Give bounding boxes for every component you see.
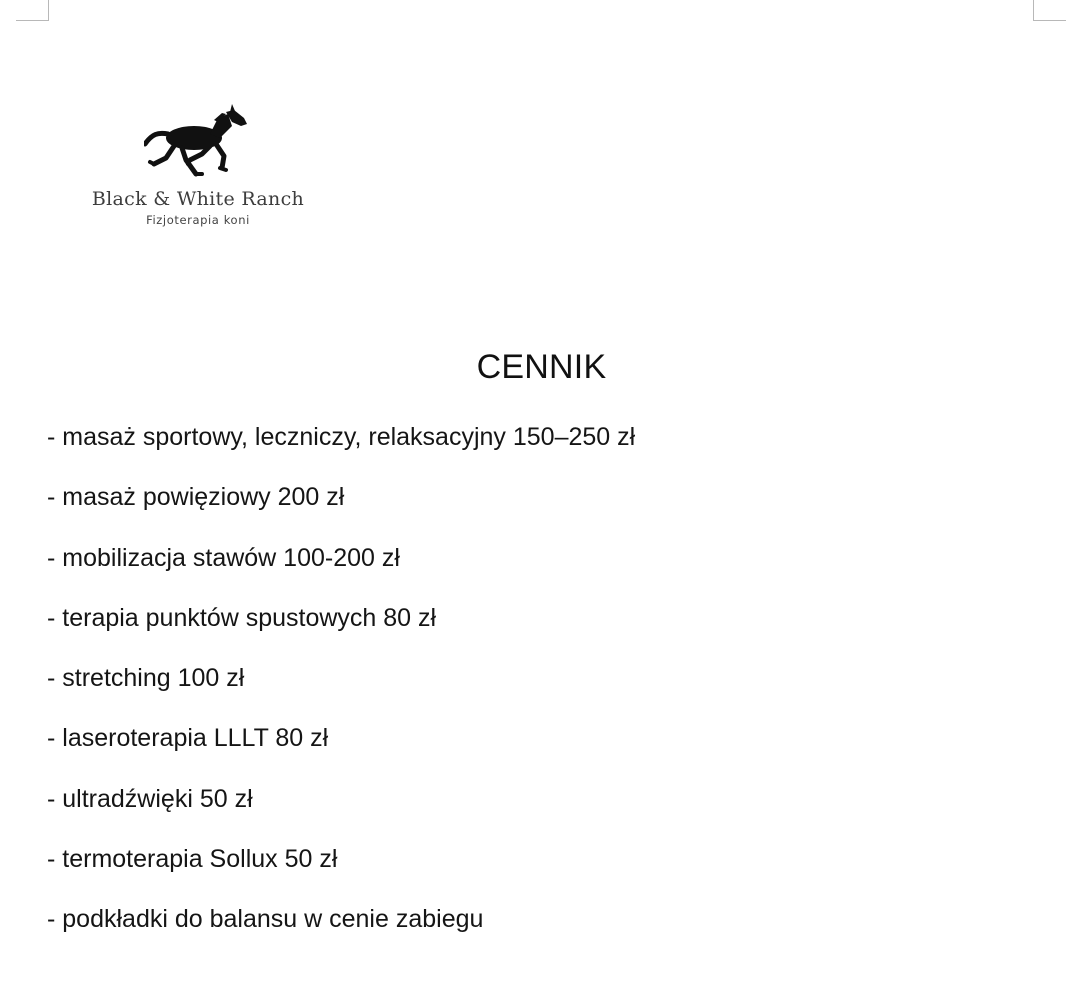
price-item-trigger-point-therapy: - terapia punktów spustowych 80 zł bbox=[47, 603, 437, 632]
price-item-fascial-massage: - masaż powięziowy 200 zł bbox=[47, 483, 345, 512]
price-item-laser-therapy: - laseroterapia LLLT 80 zł bbox=[47, 724, 329, 753]
page-corner-mark-right bbox=[1033, 0, 1066, 21]
logo-subtitle: Fizjoterapia koni bbox=[146, 213, 250, 227]
price-item-joint-mobilization: - mobilizacja stawów 100-200 zł bbox=[47, 543, 400, 572]
price-item-balance-pads: - podkładki do balansu w cenie zabiegu bbox=[47, 905, 484, 934]
price-list bbox=[47, 419, 635, 962]
horse-icon bbox=[144, 104, 248, 184]
price-item-ultrasound: - ultradźwięki 50 zł bbox=[47, 784, 253, 813]
page-corner-mark-left bbox=[16, 0, 49, 21]
logo-name: Black & White Ranch bbox=[91, 188, 305, 210]
price-item-sports-massage: - masaż sportowy, leczniczy, relaksacyjny 150–250 zł bbox=[47, 423, 636, 451]
price-item-stretching: - stretching 100 zł bbox=[47, 664, 245, 693]
page-title: CENNIK bbox=[476, 348, 607, 386]
ranch-logo bbox=[60, 100, 340, 240]
price-item-sollux-thermotherapy: - termoterapia Sollux 50 zł bbox=[47, 845, 338, 874]
